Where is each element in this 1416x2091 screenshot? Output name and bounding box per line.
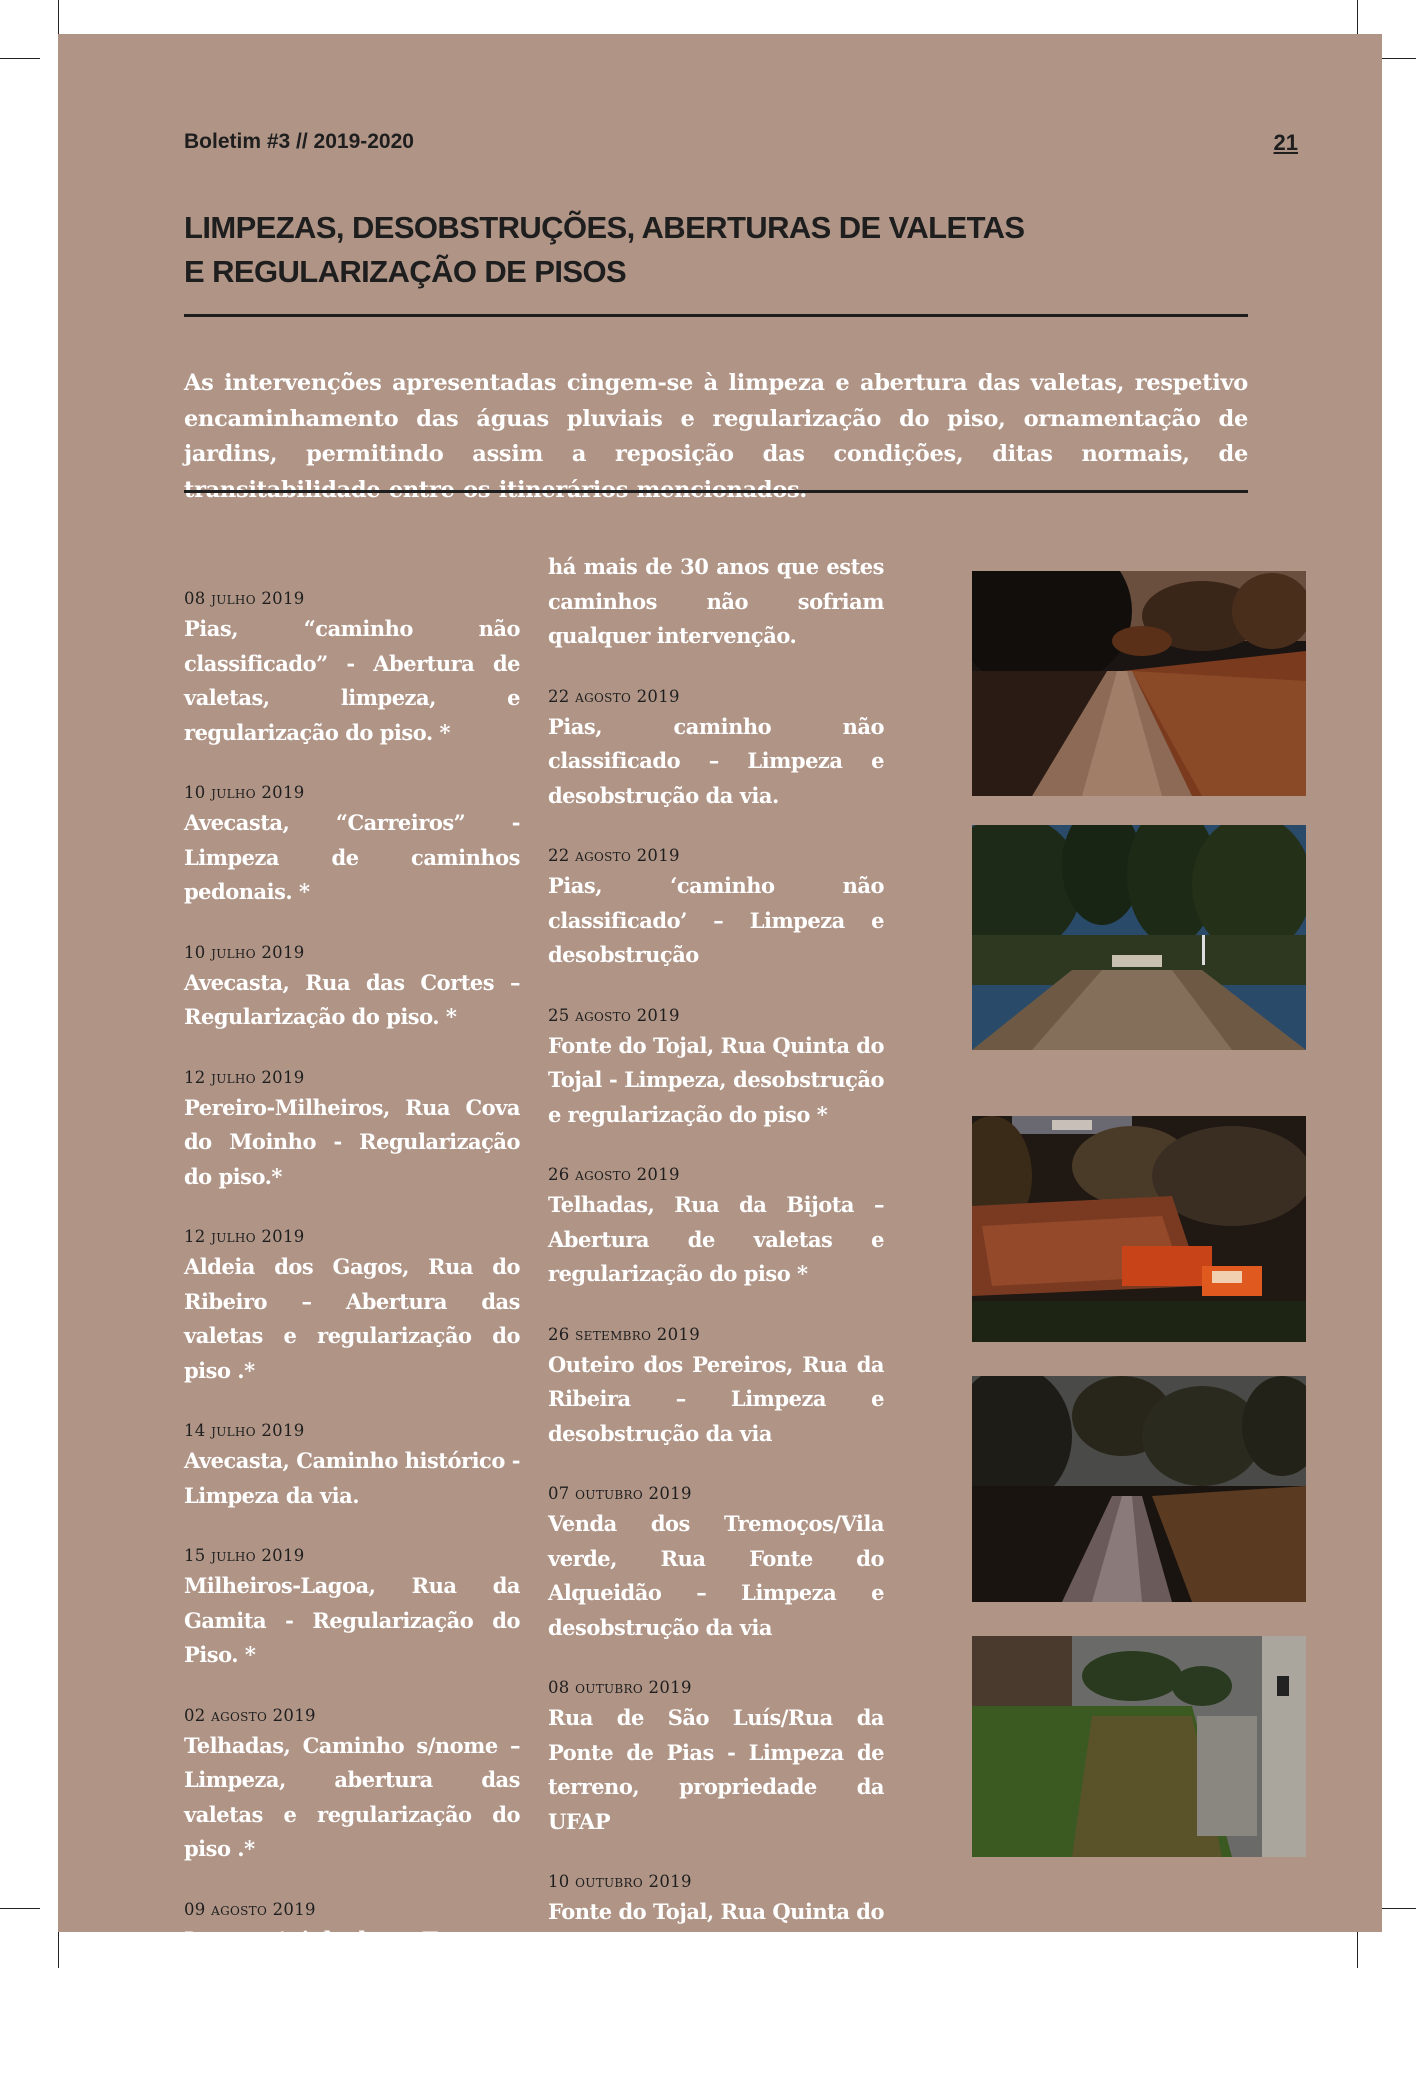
continuation-text: há mais de 30 anos que estes caminhos não sofriam qualquer intervenção. [548, 554, 884, 648]
column-2 [548, 550, 884, 2029]
entry-date: 26 setembro 2019 [548, 1324, 700, 1344]
entry-date: 09 agosto 2019 [184, 1899, 316, 1919]
entry-text: Rua de São Luís/Rua da Ponte de Pias - Limpeza de terreno, propriedade da UFAP [548, 1705, 884, 1834]
bulletin-label: Boletim #3 // 2019-2020 [184, 130, 414, 153]
page-header [184, 122, 1298, 162]
list-item [184, 1703, 520, 1867]
crop-mark [58, 0, 59, 34]
list-item [548, 843, 884, 973]
entry-date: 07 outubro 2019 [548, 1484, 692, 1503]
entry-text: Pias, caminho não classificado – Limpeza e desobstrução da via. [548, 713, 884, 808]
crop-mark [58, 1932, 59, 1968]
list-item [548, 1003, 884, 1133]
intro-divider [184, 490, 1248, 493]
list-item [548, 1322, 884, 1452]
entry-text: Telhadas, Caminho s/nome – Limpeza, abertura das valetas e regularização do piso .* [184, 1732, 520, 1861]
list-item [184, 780, 520, 910]
entry-date: 26 agosto 2019 [548, 1165, 680, 1184]
entry-date: 14 julho 2019 [184, 1421, 305, 1440]
crop-mark [1357, 0, 1358, 34]
page-title [184, 206, 1298, 294]
list-item [184, 940, 520, 1035]
list-item [184, 1897, 520, 2061]
list-item [548, 1869, 884, 1999]
title-line-1: LIMPEZAS, DESOBSTRUÇÕES, ABERTURAS DE VALETAS [184, 210, 1025, 245]
page [58, 34, 1382, 2055]
crop-mark [0, 1908, 40, 1909]
crop-mark [1380, 58, 1416, 59]
photo-dirt-road-trees [972, 571, 1306, 796]
photo-excavator-clearing [972, 1116, 1306, 1342]
entry-date: 15 julho 2019 [184, 1546, 305, 1565]
photo-cleared-path-forest [972, 825, 1306, 1050]
entry-text: Avecasta, Caminho histórico - Limpeza da via. [184, 1448, 520, 1508]
list-item [548, 684, 884, 814]
entry-text: Fonte do Tojal, Rua Quinta do Tojal - Limpeza, desobstrução e regularização do piso * [548, 1032, 884, 1127]
entry-text: Aldeia dos Gagos, Rua do Ribeiro – Abertura das valetas e regularização do piso .* [184, 1254, 520, 1383]
list-item [184, 586, 520, 750]
entry-date: 02 agosto 2019 [184, 1705, 316, 1725]
list-item [184, 1543, 520, 1673]
list-item [184, 1224, 520, 1388]
title-divider [184, 314, 1248, 317]
crop-mark [1380, 1908, 1416, 1909]
crop-mark [1357, 1932, 1358, 1968]
entry-date: 08 julho 2019 [184, 589, 305, 608]
list-item [184, 1065, 520, 1195]
entry-date: 25 agosto 2019 [548, 1005, 680, 1025]
entry-date: 10 julho 2019 [184, 783, 305, 802]
page-number: 21 [1273, 130, 1298, 155]
entry-date: 22 agosto 2019 [548, 686, 680, 706]
entry-text: Milheiros-Lagoa, Rua da Gamita - Regularização do Piso. * [184, 1573, 520, 1667]
list-item [548, 1481, 884, 1645]
entry-date: 12 julho 2019 [184, 1067, 305, 1087]
entry-text: Lagoa, Azinhada e Travessa da Lapa – Desobstrução e limpeza dos caminhos [184, 1926, 520, 2021]
entry-text: Telhadas, Rua da Bijota – Abertura de valetas e regularização do piso * [548, 1192, 884, 1286]
entry-text: Fonte do Tojal, Rua Quinta do Tojal - Limpeza e desobstrução da via [548, 1899, 884, 1993]
list-item [548, 550, 884, 654]
entry-text: Venda dos Tremoços/Vila verde, Rua Fonte do Alqueidão – Limpeza e desobstrução da via [548, 1511, 884, 1640]
photo-grass-path-wall [972, 1636, 1306, 1857]
entry-text: Avecasta, Rua das Cortes – Regularização do piso. * [184, 969, 520, 1029]
entry-date: 22 agosto 2019 [548, 846, 680, 865]
entry-date: 10 julho 2019 [184, 942, 305, 962]
crop-mark [0, 58, 40, 59]
entry-date: 08 outubro 2019 [548, 1678, 692, 1697]
list-item [548, 1162, 884, 1292]
entry-text: Pias, ‘caminho não classificado’ – Limpeza e desobstrução [548, 873, 884, 967]
column-1 [184, 586, 520, 2091]
entry-text: Pereiro-Milheiros, Rua Cova do Moinho - Regularização do piso.* [184, 1094, 520, 1189]
entry-text: Outeiro dos Pereiros, Rua da Ribeira – Limpeza e desobstrução da via [548, 1351, 884, 1446]
intro-paragraph: As intervenções apresentadas cingem-se à limpeza e abertura das valetas, respetivo encaminhamento das águas pluviais e regularização do piso, ornamentação de jardins, permitindo assim a reposição das condições, ditas normais, de [184, 370, 1248, 467]
list-item [184, 1418, 520, 1513]
entry-date: 12 julho 2019 [184, 1227, 305, 1246]
entry-text-continued: Segundo os residentes locais, [184, 2030, 518, 2055]
photo-muddy-road-olive-trees [972, 1376, 1306, 1602]
title-line-2: E REGULARIZAÇÃO DE PISOS [184, 254, 627, 289]
list-item [548, 1675, 884, 1839]
entry-text: Pias, “caminho não classificado” - Abertura de valetas, limpeza, e regularização do piso. * [184, 616, 520, 745]
entry-text: Avecasta, “Carreiros” - Limpeza de caminhos pedonais. * [184, 810, 520, 904]
entry-date: 10 outubro 2019 [548, 1872, 692, 1891]
